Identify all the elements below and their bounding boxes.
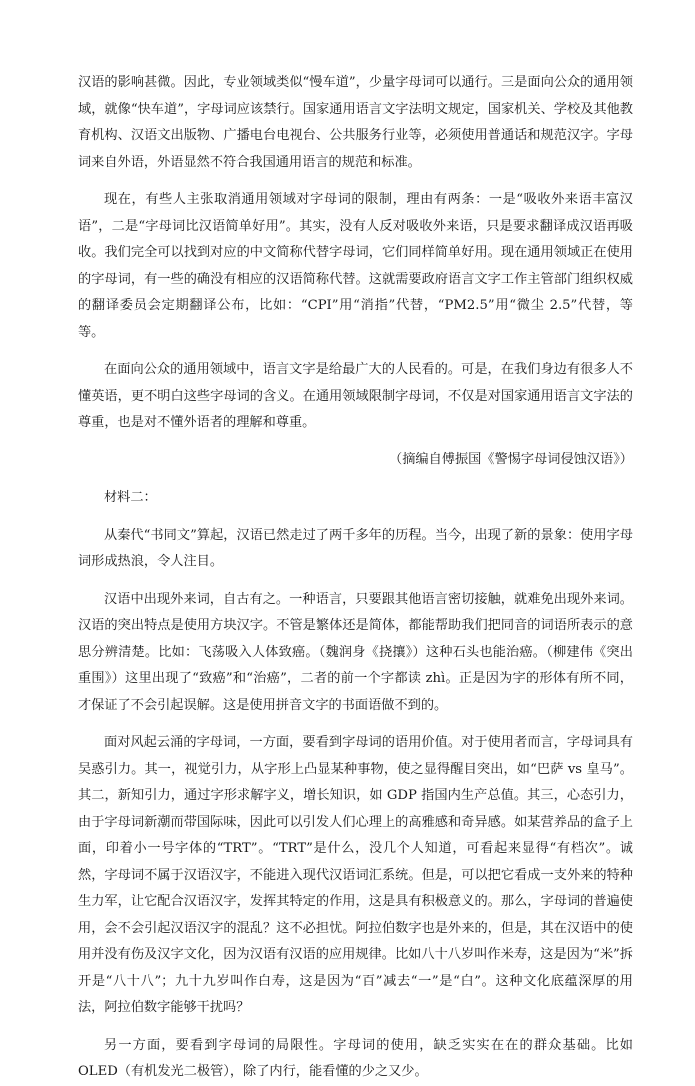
paragraph-1: 汉语的影响甚微。因此，专业领域类似“慢车道”，少量字母词可以通行。三是面向公众的通用领域，就像“快车道”，字母词应该禁行。国家通用语言文字法明文规定，国家机关、学校及其他教育机构、汉语文出版物、广播电台电视台、公共服务行业等，必须使用普通话和规范汉字。字母词来自外语，外语显然不符合我国通用语言的规范和标准。 bbox=[78, 75, 633, 170]
paragraph-4: 从秦代“书同文”算起，汉语已然走过了两千多年的历程。当今，出现了新的景象：使用字母词形成热浪，令人注目。 bbox=[78, 527, 633, 569]
paragraph-7: 另一方面，要看到字母词的局限性。字母词的使用，缺乏实实在在的群众基础。比如 OLED（有机发光二极管），除了内行，能看懂的少之又少。 bbox=[78, 1037, 633, 1079]
paragraph-6: 面对风起云涌的字母词，一方面，要看到字母词的语用价值。对于使用者而言，字母词具有吴惑引力。其一，视觉引力，从字形上凸显某种事物，使之显得醒目突出，如“巴萨 vs 皇马”。其二，新知引力，通过字形求解字义，增长知识，如 GDP 指国内生产总值。其三，心态引力，由于字母词新潮而带国际味，因此可以引发人们心理上的高雅感和奇异感。如某营养品的盒子上面，印着小一号字体的“TRT”。“TRT”是什么，没几个人知道，可看起来显得“有档次”。诚然，字母词不属于汉语汉字，不能进入现代汉语词汇系统。但是，可以把它看成一支外来的特种生力军，让它配合汉语汉字，发挥其特定的作用，这是具有积极意义的。那么，字母词的普遍使用，会不会引起汉语汉字的混乱？这不必担忧。阿拉伯数字也是外来的，但是，其在汉语中的使用并没有伤及汉字文化，因为汉语有汉语的应用规律。比如八十八岁叫作米寿，这是因为“米”拆开是“八十八”；九十九岁叫作白寿，这是因为“百”减去“一”是“白”。这种文化底蕴深厚的用法，阿拉伯数字能够干扰吗？ bbox=[78, 735, 633, 1015]
paragraph-3: 在面向公众的通用领域中，语言文字是给最广大的人民看的。可是，在我们身边有很多人不懂英语，更不明白这些字母词的含义。在通用领域限制字母词，不仅是对国家通用语言文字法的尊重，也是对不懂外语者的理解和尊重。 bbox=[78, 362, 633, 430]
source-citation: （摘编自傅振国《警惕字母词侵蚀汉语》） bbox=[389, 451, 633, 467]
paragraph-2: 现在，有些人主张取消通用领域对字母词的限制，理由有两条：一是“吸收外来语丰富汉语”，二是“字母词比汉语简单好用”。其实，没有人反对吸收外来语，只是要求翻译成汉语再吸收。我们完全可以找到对应的中文简称代替字母词，它们同样简单好用。现在通用领域正在使用的字母词，有一些的确没有相应的汉语简称代替。这就需要政府语言文字工作主管部门组织权威的翻译委员会定期翻译公布，比如：“CPI”用“消指”代替，“PM2.5”用“微尘 2.5”代替，等等。 bbox=[78, 192, 633, 340]
material-two-heading: 材料二： bbox=[104, 490, 157, 505]
paragraph-5: 汉语中出现外来词，自古有之。一种语言，只要跟其他语言密切接触，就难免出现外来词。汉语的突出特点是使用方块汉字。不管是繁体还是简体，都能帮助我们把同音的词语所表示的意思分辨清楚。比如：飞荡吸入人体致癌。（魏润身《挠攘》）这种石头也能治癌。（柳建伟《突出重围》）这里出现了“致癌”和“治癌”，二者的前一个字都读 zhì。正是因为字的形体有所不同，才保证了不会引起误解。这是使用拼音文字的书面语做不到的。 bbox=[78, 591, 633, 713]
